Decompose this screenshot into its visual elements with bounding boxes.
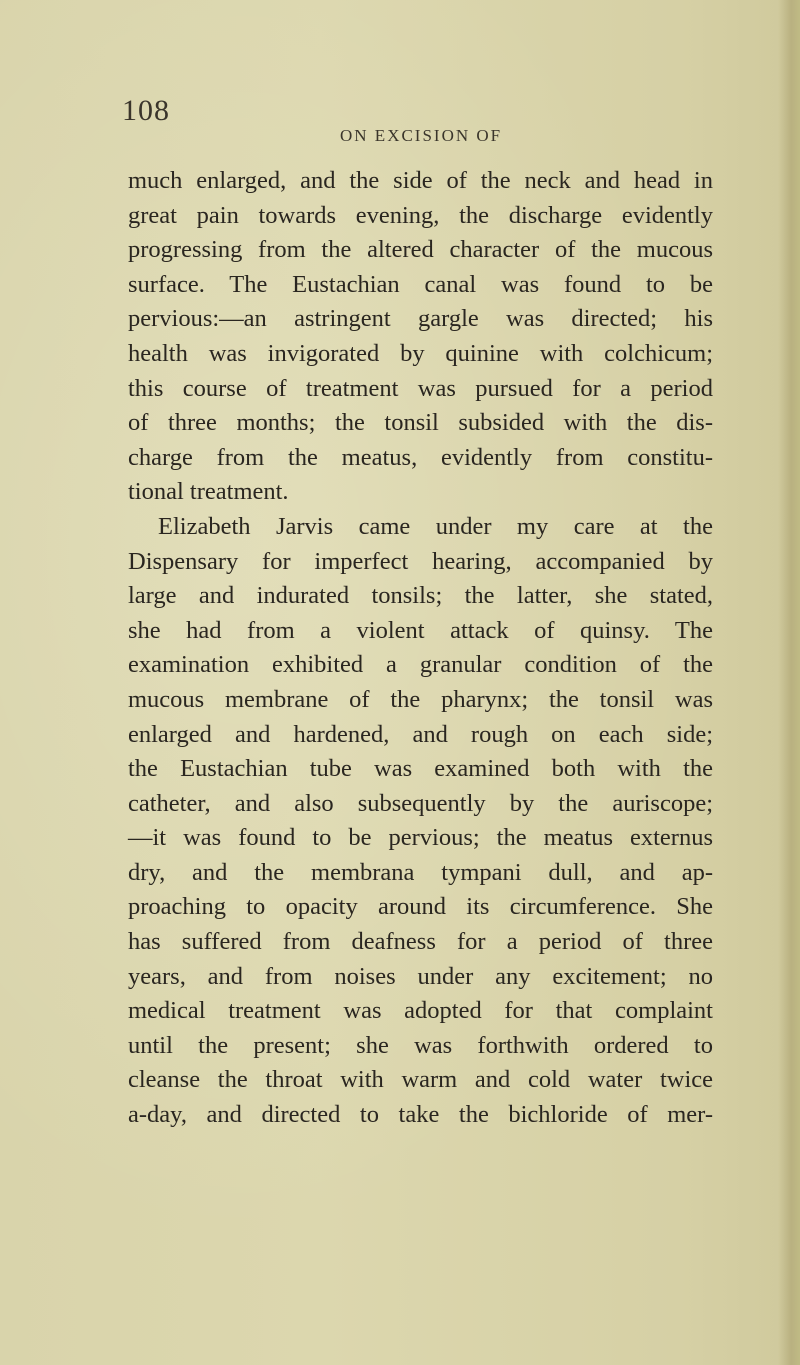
text-line: she had from a violent attack of quinsy. The [128,616,713,644]
text-line: tional treatment. [128,478,289,506]
text-line: catheter, and also subsequently by the auriscope; [128,789,713,817]
running-head: ON EXCISION OF [340,126,503,145]
page-edge-shadow [778,0,800,1365]
text-line: progressing from the altered character of the mucous [128,236,713,264]
text-line: Elizabeth Jarvis came under my care at the [158,512,713,540]
text-line: medical treatment was adopted for that complaint [128,997,713,1025]
text-line: surface. The Eustachian canal was found to be [128,270,713,298]
text-line: much enlarged, and the side of the neck and head in [128,167,713,194]
text-line: until the present; she was forthwith ordered to [128,1031,713,1059]
text-line: of three months; the tonsil subsided with the dis- [128,409,713,437]
text-line: Dispensary for imperfect hearing, accompanied by [128,547,713,575]
text-line: mucous membrane of the pharynx; the tonsil was [128,685,713,713]
text-line: cleanse the throat with warm and cold water twice [128,1066,713,1094]
text-line: large and indurated tonsils; the latter, she stated, [128,582,713,610]
text-line: great pain towards evening, the discharge evidently [128,201,713,229]
text-line: pervious:—an astringent gargle was directed; his [128,305,713,333]
page-number: 108 [122,94,170,127]
text-line: this course of treatment was pursued for a period [128,374,713,402]
text-line: charge from the meatus, evidently from constitu- [128,443,713,471]
body-text [128,164,713,1133]
page-header [122,94,682,154]
text-line: the Eustachian tube was examined both with the [128,755,713,783]
text-line: health was invigorated by quinine with colchicum; [128,339,713,367]
text-line: dry, and the membrana tympani dull, and ap- [128,858,713,886]
text-line: —it was found to be pervious; the meatus externus [128,824,713,852]
text-line: proaching to opacity around its circumference. She [128,893,713,921]
text-line: has suffered from deafness for a period of three [128,928,713,956]
text-line: a-day, and directed to take the bichloride of mer- [128,1101,713,1129]
text-line: enlarged and hardened, and rough on each side; [128,720,713,748]
text-line: examination exhibited a granular condition of the [128,651,713,679]
text-line: years, and from noises under any excitement; no [128,962,713,990]
